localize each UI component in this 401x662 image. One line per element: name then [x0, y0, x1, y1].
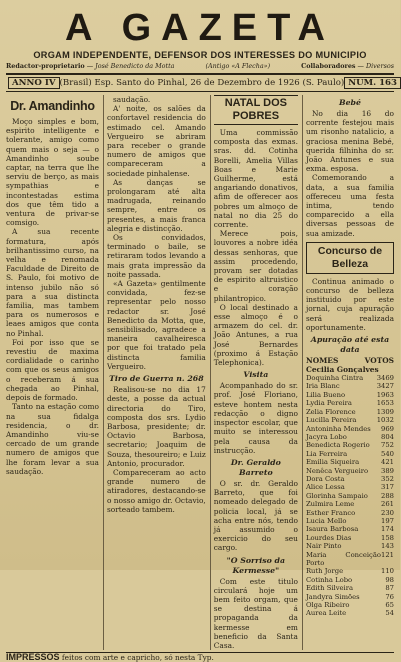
- vote-count: 752: [381, 441, 394, 450]
- place-date: (Brasil) Esp. Santo do Pinhal, 26 de Dezembro de 1926 (S. Paulo): [59, 78, 345, 88]
- vote-count: 76: [385, 592, 394, 601]
- impressos-lead: IMPRESSOS: [6, 652, 60, 662]
- vote-name: Ruth Jorge: [305, 567, 344, 576]
- subhead-visita: Visita: [243, 370, 269, 380]
- staff-mid: (Antigo «A Flecha»): [205, 62, 271, 70]
- vote-row: [306, 509, 394, 517]
- subhead-tiro-de-guerra: Tiro de Guerra n. 268: [109, 374, 204, 384]
- vote-name: Zulmira Leme: [305, 500, 355, 509]
- vote-count: 65: [385, 601, 394, 610]
- vote-count: 54: [385, 609, 394, 618]
- vote-row: [306, 475, 394, 483]
- vote-row: [306, 399, 394, 407]
- vote-count: 288: [381, 491, 394, 500]
- paragraph: Os convidados, terminado o baile, se retiraram todos levando a mais grata impressão da noite passada.: [106, 233, 206, 279]
- headline-concurso-belleza: Concurso de Belleza: [306, 242, 394, 274]
- vote-count: 389: [381, 466, 394, 475]
- vote-count: 3427: [376, 382, 394, 391]
- paragraph: A sua recente formatura, após brilhantissimo curso, na velha e renomada Faculdade de Direito de S. Paulo, foi motivo de intenso jubilo não só para a sua distincta familia, mas tambem para os numerosos e leaes amigos que conta no Pinhal.: [6, 227, 99, 338]
- vote-row: [306, 441, 394, 449]
- vote-row: [306, 517, 394, 525]
- paragraph: A' noite, os salões da confortavel residencia do estimado cel. Amando Vergueiro se abriram para receber o grande numero de amigos que compareceram a sociedade pinhalense.: [106, 104, 206, 178]
- vote-count: 540: [381, 449, 394, 458]
- vote-name: Maria Conceição Porto: [305, 550, 382, 567]
- columns: [6, 95, 394, 650]
- vote-list: [306, 374, 394, 618]
- vote-name: Olga Ribeiro: [305, 601, 350, 610]
- paragraph: O sr. dr. Geraldo Barreto, que foi nomeado delegado de policia local, já se acha entre nós, tendo já assumido o exercicio do seu cargo.: [213, 478, 298, 553]
- vote-count: 804: [381, 432, 394, 441]
- vote-row: [306, 601, 394, 609]
- paragraph: Foi por isso que se revestiu de maxima cordialidade o carinho com que os seus amigos o receberam á sua chegada ao Pinhal, depois de formado.: [6, 337, 99, 403]
- vote-count: 3469: [376, 374, 394, 383]
- column-4: [302, 95, 394, 650]
- vote-list-head: [306, 365, 394, 374]
- vote-name: Lia Ferreira: [305, 449, 348, 458]
- paragraph: Merece pois, louvores a nobre idéa dessas senhoras, que assim procedendo, provam ser dotadas de espirito altruistico e coração philantropico.: [213, 229, 298, 303]
- paragraph: Compareceram ao acto grande numero de atiradores, destacando-se o nosso amigo dr. Octavio, sorteado tambem.: [106, 467, 206, 514]
- vote-count: 969: [381, 424, 394, 433]
- vote-row: [306, 542, 394, 550]
- vote-name: Jandyra Simões: [305, 592, 360, 601]
- vote-row: [306, 450, 394, 458]
- vote-name: Aurea Leite: [305, 609, 347, 618]
- subhead-sorriso-kermesse: "O Sorriso da Kermesse": [226, 555, 286, 575]
- vote-name: Benedicta Rogerio: [305, 441, 370, 450]
- vote-count: 87: [385, 584, 394, 593]
- vote-row: [306, 551, 394, 568]
- headline-bebe: Bebé: [338, 98, 361, 107]
- vote-count: 230: [381, 508, 394, 517]
- staff-right: Collaboradores — Diversos: [301, 62, 394, 70]
- dateline: [6, 73, 398, 92]
- paragraph: Comemorando a data, a sua familia offereceu uma festa intima, tendo comparecido a ella diversas pessoas de sua amizade.: [305, 173, 394, 238]
- vote-row: [306, 458, 394, 466]
- vote-count: 110: [381, 567, 394, 576]
- vote-row: [306, 500, 394, 508]
- staff-left: Redactor-proprietario — José Benedicto da Motta: [6, 62, 175, 70]
- vote-row: [306, 467, 394, 475]
- vote-name: Doquinha Cintra: [305, 374, 364, 383]
- votes-label: VOTOS: [364, 356, 394, 366]
- vote-row: [306, 593, 394, 601]
- vote-name: Lucia Mello: [305, 516, 347, 525]
- staff-right-name: Diversos: [365, 62, 394, 70]
- impressos-ad: [6, 652, 394, 662]
- edition-year: ANNO IV: [8, 77, 60, 89]
- vote-count: 143: [381, 542, 394, 551]
- paragraph: As danças se prolongaram até alta madrugada, reinando sempre, entre os presentes, a mais franca alegria e distincção.: [106, 177, 206, 233]
- newspaper-subtitle: ORGAM INDEPENDENTE, DEFENSOR DOS INTERESSES DO MUNICIPIO: [33, 50, 367, 60]
- vote-name: Lydia Pereira: [305, 399, 352, 408]
- paragraph: O local destinado a esse almoço é o armazem do cel. dr. João Antunes, a rua José Bernardes (proximo á Estação Telephonica).: [213, 302, 298, 368]
- paragraph: Uma commissão composta das exmas. sras. dd. Cotinha Borelli, Amelia Villas Boas e Marie Guilherme, está angariando donativos, afim de offerecer aos pobres um almoço de natal no dia 25 do corrente.: [213, 128, 298, 230]
- paragraph: Tanto na estação como na sua fidalga residencia, o dr. Amandinho viu-se cercado de um grande numero de amigos que lhe foram levar a sua saudação.: [6, 402, 99, 476]
- vote-name: Lilia Bueno: [305, 390, 346, 399]
- column-1: [6, 95, 99, 650]
- staff-line: [6, 62, 394, 71]
- vote-row: [306, 525, 394, 533]
- vote-row: [306, 492, 394, 500]
- vote-row: [306, 584, 394, 592]
- vote-name: Alice Lessa: [305, 483, 345, 492]
- paragraph: Moço simples e bom, espirito intelligente e tolerante, amigo como quem mais o seja — o Amandinho soube captar, na terra que lhe serviu de berço, as mais sympathias e incontestadas estima dos que têm tido a ventura de privar-se comsigo.: [6, 117, 99, 228]
- vote-row: [306, 416, 394, 424]
- vote-name: Iria Blanc: [305, 382, 340, 391]
- subhead-geraldo-barreto: Dr. Geraldo Barreto: [230, 457, 281, 477]
- vote-name: Jacyra Lobo: [305, 432, 347, 441]
- vote-name: Glorinha Sampaio: [305, 491, 368, 500]
- vote-count: 1963: [376, 390, 394, 399]
- vote-name: Antoninha Mendes: [305, 424, 371, 433]
- vote-name: Edith Silveira: [305, 584, 354, 593]
- vote-count: 174: [381, 525, 394, 534]
- vote-row: [306, 374, 394, 382]
- vote-name: Cotinha Lobo: [305, 575, 353, 584]
- column-3: [210, 95, 298, 650]
- vote-count: 1309: [376, 407, 394, 416]
- vote-row: [306, 483, 394, 491]
- paragraph: saudação.: [112, 95, 151, 104]
- paragraph: Realisou-se no dia 17 deste, a posse da actual directoria do Tiro, composta dos srs. Lydio Barbosa, presidente; dr. Octavio Barbosa, secretario; Joaquim de Souza, thesoureiro; e Luiz Antonio, procurador.: [106, 385, 206, 468]
- vote-row: [306, 433, 394, 441]
- vote-name: Zelia Florence: [305, 407, 356, 416]
- vote-count: 158: [381, 533, 394, 542]
- vote-list-head-name: Cecilia Gonçalves: [305, 365, 379, 375]
- vote-row: [306, 609, 394, 617]
- paragraph: Acompanhado do sr. prof. José Floriano, esteve hontem nesta redacção o digno inspector escolar, que muito se interessou pela causa da instrucção.: [213, 381, 298, 455]
- impressos-text: feitos com arte e capricho, só nesta Typ.: [61, 653, 214, 662]
- vote-name: Lourdes Dias: [305, 533, 352, 542]
- paragraph: Com este titulo circulará hoje um bem feito orgam, que se destina á propaganda da kermesse em beneficio da Santa Casa.: [213, 576, 298, 650]
- vote-name: Isaura Barbosa: [305, 525, 359, 534]
- headline-natal-dos-pobres: NATAL DOS POBRES: [214, 95, 298, 125]
- vote-row: [306, 382, 394, 390]
- newspaper-title: A GAZETA: [65, 7, 335, 49]
- headline-amandinho: Dr. Amandinho: [10, 99, 95, 113]
- vote-count: 1032: [376, 416, 394, 425]
- staff-right-label: Collaboradores: [301, 62, 356, 70]
- vote-row: [306, 408, 394, 416]
- masthead: [6, 6, 398, 92]
- vote-name: Lucilla Pereira: [305, 416, 357, 425]
- vote-row: [306, 534, 394, 542]
- vote-row: [306, 567, 394, 575]
- vote-row: [306, 425, 394, 433]
- vote-count: 197: [381, 516, 394, 525]
- vote-count: 1653: [376, 399, 394, 408]
- vote-count: 121: [381, 550, 394, 559]
- vote-count: 317: [381, 483, 394, 492]
- staff-left-name: José Benedicto da Motta: [95, 62, 175, 70]
- paragraph: «A Gazeta» gentilmente convidada, fez-se representar pelo nosso redactor sr. José Benedicto da Motta, que, sensibilisado, agradece a maneira cavalheiresca por que foi tratado pela distincta familia Vergueiro.: [106, 279, 206, 371]
- vote-row: [306, 391, 394, 399]
- paragraph: No dia 16 do corrente festejou mais um risonho natalicio, a graciosa menina Bebé, querida filhinha do sr. João Antunes e sua exma. esposa.: [305, 109, 394, 174]
- vote-count: 261: [381, 500, 394, 509]
- staff-left-label: Redactor-proprietario: [6, 62, 85, 70]
- names-label: NOMES: [305, 356, 339, 366]
- vote-name: Dora Costa: [305, 474, 345, 483]
- vote-name: Esther Franco: [305, 508, 356, 517]
- subhead-apuracao: Apuração até esta data: [310, 335, 390, 355]
- paragraph: Continua animado o concurso de belleza instituido por este jornal, cuja apuração será realizada oportunamente.: [305, 276, 394, 332]
- vote-name: Nair Pinto: [305, 542, 342, 551]
- vote-name: Nenêca Vergueiro: [305, 466, 369, 475]
- vote-count: 352: [381, 474, 394, 483]
- issue-number: NUM. 163: [344, 77, 401, 89]
- vote-table-header: [306, 356, 394, 365]
- vote-count: 421: [381, 458, 394, 467]
- vote-row: [306, 576, 394, 584]
- vote-name: Emilia Siqueira: [305, 458, 360, 467]
- vote-count: 98: [385, 575, 394, 584]
- column-2: [103, 95, 206, 650]
